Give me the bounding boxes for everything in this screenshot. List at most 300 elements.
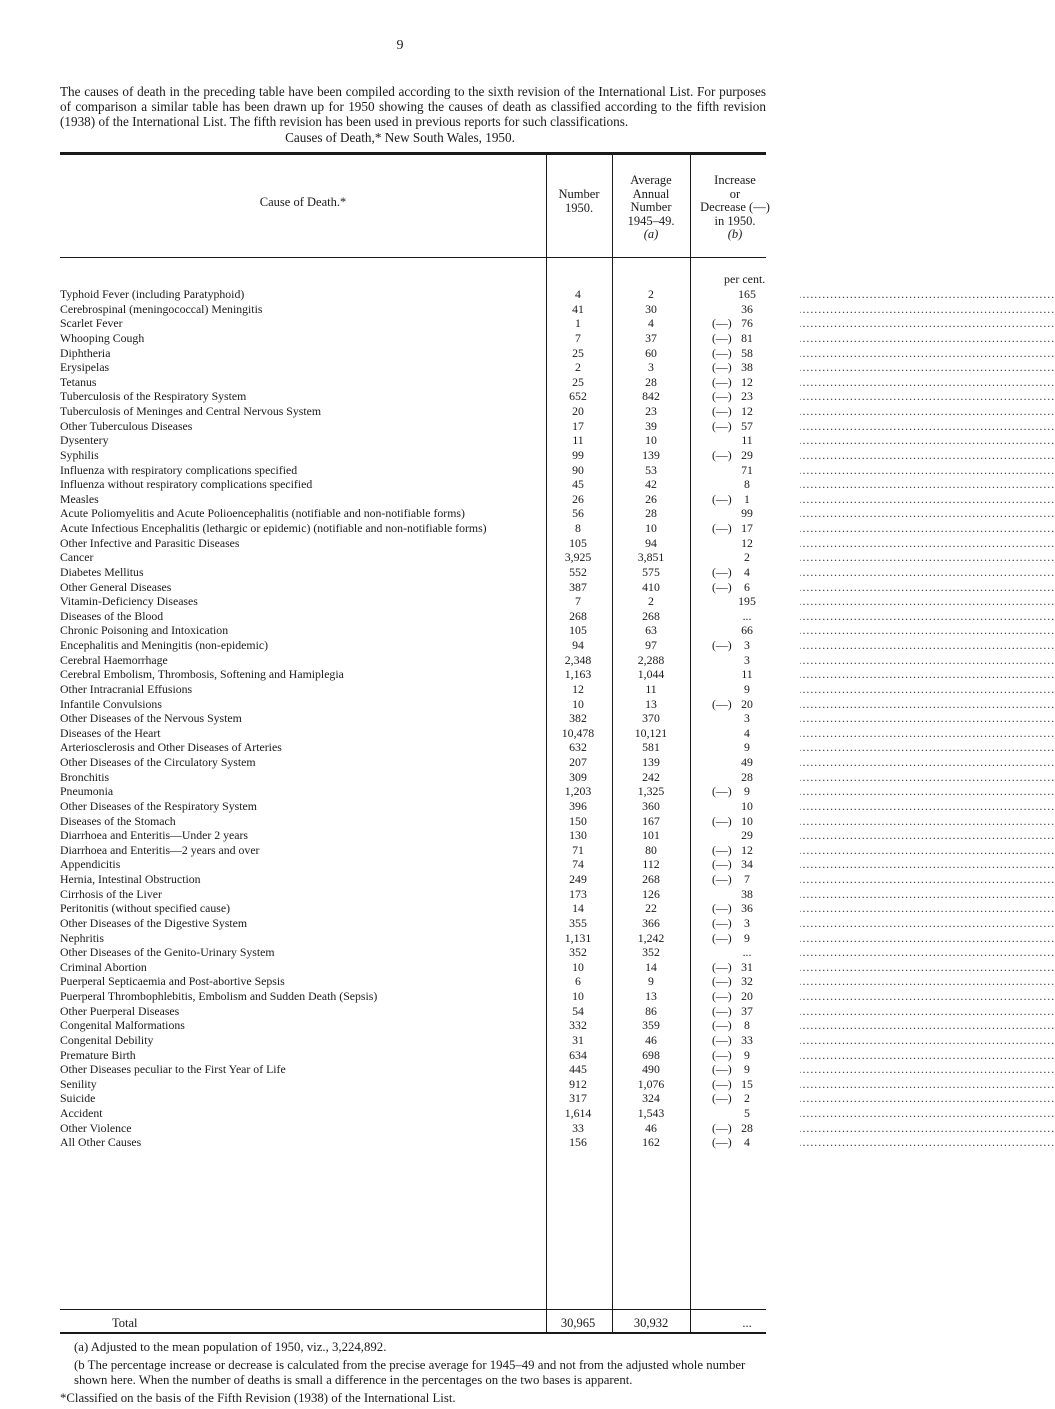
cause-cell xyxy=(60,1033,538,1048)
cause-cell xyxy=(60,536,538,551)
number-cell: 10 xyxy=(572,696,584,711)
cause-cell xyxy=(60,360,538,375)
decrease-marker: (—) xyxy=(712,404,732,418)
percent-cell: ... xyxy=(742,608,752,623)
cause-cell xyxy=(60,550,538,565)
number-cell: 130 xyxy=(569,828,587,843)
number-cell: 90 xyxy=(572,462,584,477)
percent-cell: 29 xyxy=(741,828,753,843)
average-cell: 28 xyxy=(645,506,657,521)
cause-cell xyxy=(60,857,538,872)
table-row xyxy=(60,302,766,317)
table-row xyxy=(60,609,766,624)
cause-label: Other Diseases of the Genito-Urinary System xyxy=(60,945,275,960)
cause-label: Accident xyxy=(60,1106,103,1120)
decrease-marker: (—) xyxy=(712,1032,732,1047)
cause-label: Cancer xyxy=(60,550,94,565)
decrease-marker: (—) xyxy=(712,491,732,506)
number-cell: 445 xyxy=(569,1062,587,1077)
percent-cell: 3 xyxy=(744,652,750,667)
average-cell: 39 xyxy=(645,418,657,433)
cause-label: Diseases of the Blood xyxy=(60,608,164,623)
number-cell: 552 xyxy=(569,564,587,579)
number-cell: 12 xyxy=(572,681,584,696)
cause-label: Other Infective and Parasitic Diseases xyxy=(60,535,240,550)
cause-label: Peritonitis (without specified cause) xyxy=(60,901,231,916)
cause-cell xyxy=(60,331,538,346)
number-cell: 10,478 xyxy=(561,725,595,740)
percent-cell: 11 xyxy=(741,433,753,448)
average-cell: 11 xyxy=(645,681,657,696)
number-cell: 2 xyxy=(575,360,581,375)
number-cell: 94 xyxy=(572,638,584,652)
average-cell: 1,543 xyxy=(637,1106,665,1120)
percent-cell: 81 xyxy=(741,330,753,345)
decrease-marker: (—) xyxy=(712,579,732,594)
percent-cell: 9 xyxy=(744,930,750,945)
average-cell: 23 xyxy=(645,404,657,418)
table-row xyxy=(60,697,766,712)
number-cell: 150 xyxy=(569,813,587,828)
average-cell: 10 xyxy=(645,433,657,448)
table-title: Causes of Death,* New South Wales, 1950. xyxy=(285,130,515,145)
decrease-marker: (—) xyxy=(712,915,732,930)
percent-cell: 9 xyxy=(744,681,750,696)
cause-label: Nephritis xyxy=(60,930,104,945)
decrease-marker: (—) xyxy=(712,872,732,886)
decrease-marker: (—) xyxy=(712,1135,732,1150)
average-cell: 112 xyxy=(642,857,660,872)
average-cell: 698 xyxy=(642,1047,660,1062)
number-cell: 355 xyxy=(569,915,587,930)
cause-cell xyxy=(60,901,538,916)
decrease-marker: (—) xyxy=(712,813,732,828)
percent-cell: 57 xyxy=(741,418,753,433)
cause-label: Congenital Malformations xyxy=(60,1018,185,1033)
cause-label: Arteriosclerosis and Other Diseases of Arteries xyxy=(60,740,282,755)
percent-cell: 2 xyxy=(744,550,750,565)
table-row xyxy=(60,901,766,916)
table-row xyxy=(60,916,766,931)
decrease-marker: (—) xyxy=(712,784,732,799)
cause-cell xyxy=(60,755,538,770)
cause-cell xyxy=(60,1077,538,1092)
cause-cell xyxy=(60,1018,538,1033)
percent-cell: 38 xyxy=(741,360,753,375)
cause-cell xyxy=(60,580,538,595)
number-cell: 41 xyxy=(572,301,584,316)
table-row xyxy=(60,740,766,755)
number-cell: 71 xyxy=(572,842,584,857)
percent-cell: 12 xyxy=(741,842,753,857)
average-cell: 242 xyxy=(642,769,660,784)
average-cell: 30 xyxy=(645,301,657,316)
decrease-marker: (—) xyxy=(712,418,732,433)
average-cell: 1,325 xyxy=(637,784,665,799)
table-row xyxy=(60,375,766,390)
cause-cell xyxy=(60,594,538,609)
percent-cell: 10 xyxy=(741,798,753,813)
table-row xyxy=(60,419,766,434)
percent-cell: 20 xyxy=(741,989,753,1003)
decrease-marker: (—) xyxy=(712,389,732,404)
decrease-marker: (—) xyxy=(712,959,732,974)
cause-label: Vitamin-Deficiency Diseases xyxy=(60,594,198,609)
cause-label: Other Diseases peculiar to the First Year of Life xyxy=(60,1062,286,1077)
cause-label: Whooping Cough xyxy=(60,330,145,345)
average-cell: 94 xyxy=(645,535,657,550)
number-cell: 7 xyxy=(575,594,581,609)
page-number: 9 xyxy=(396,38,404,53)
number-cell: 45 xyxy=(572,477,584,492)
table-row xyxy=(60,682,766,697)
number-cell: 387 xyxy=(569,579,587,594)
table-row xyxy=(60,1121,766,1136)
average-cell: 2 xyxy=(648,287,654,301)
number-cell: 352 xyxy=(569,945,587,960)
number-cell: 1,614 xyxy=(564,1106,592,1120)
cause-cell xyxy=(60,404,538,419)
average-cell: 60 xyxy=(645,345,657,360)
cause-cell xyxy=(60,667,538,682)
per-cent-label: per cent. xyxy=(724,272,766,286)
average-cell: 3,851 xyxy=(637,550,665,565)
cause-label: Other Diseases of the Digestive System xyxy=(60,915,248,930)
cause-cell xyxy=(60,1121,538,1136)
average-cell: 13 xyxy=(645,696,657,711)
table-row xyxy=(60,1048,766,1063)
cause-cell xyxy=(60,784,538,799)
decrease-marker: (—) xyxy=(712,1062,732,1077)
number-cell: 56 xyxy=(572,506,584,521)
number-cell: 1 xyxy=(575,316,581,331)
average-cell: 268 xyxy=(642,608,660,623)
number-cell: 105 xyxy=(569,535,587,550)
cause-label: Diarrhoea and Enteritis—Under 2 years xyxy=(60,828,249,843)
table-row xyxy=(60,799,766,814)
table-row xyxy=(60,316,766,331)
average-cell: 80 xyxy=(645,842,657,857)
percent-cell: 3 xyxy=(744,711,750,726)
cause-cell xyxy=(60,799,538,814)
number-cell: 652 xyxy=(569,389,587,404)
table-row xyxy=(60,463,766,478)
table-row xyxy=(60,814,766,829)
cause-cell xyxy=(60,1004,538,1019)
decrease-marker: (—) xyxy=(712,1018,732,1033)
number-cell: 14 xyxy=(572,901,584,916)
percent-cell: 3 xyxy=(744,915,750,930)
table-row xyxy=(60,945,766,960)
cause-cell xyxy=(60,974,538,989)
table-row xyxy=(60,287,766,302)
cause-cell xyxy=(60,697,538,712)
cause-cell xyxy=(60,375,538,390)
cause-label: Tuberculosis of the Respiratory System xyxy=(60,389,247,404)
average-cell: 46 xyxy=(645,1032,657,1047)
cause-label: Tuberculosis of Meninges and Central Nervous System xyxy=(60,404,322,418)
percent-cell: 6 xyxy=(744,579,750,594)
percent-cell: 99 xyxy=(741,506,753,521)
percent-cell: 11 xyxy=(741,667,753,682)
table-row xyxy=(60,784,766,799)
average-cell: 359 xyxy=(642,1018,660,1033)
cause-cell xyxy=(60,653,538,668)
number-cell: 207 xyxy=(569,755,587,769)
total-label: Total xyxy=(60,1316,140,1330)
decrease-marker: (—) xyxy=(712,564,732,579)
cause-cell xyxy=(60,1091,538,1106)
cause-label: Premature Birth xyxy=(60,1047,136,1062)
cause-label: Diphtheria xyxy=(60,345,111,360)
number-cell: 332 xyxy=(569,1018,587,1033)
table-row xyxy=(60,536,766,551)
number-cell: 11 xyxy=(572,433,584,448)
number-cell: 1,163 xyxy=(564,667,592,682)
total-row xyxy=(60,1316,766,1330)
decrease-marker: (—) xyxy=(712,1076,732,1091)
cause-label: Puerperal Septicaemia and Post-abortive Sepsis xyxy=(60,974,285,989)
cause-label: Senility xyxy=(60,1076,97,1091)
decrease-marker: (—) xyxy=(712,345,732,360)
percent-cell: 4 xyxy=(744,1135,750,1150)
cause-cell xyxy=(60,945,538,960)
cause-label: Cirrhosis of the Liver xyxy=(60,886,162,901)
table-row xyxy=(60,389,766,404)
cause-cell xyxy=(60,843,538,858)
table-row xyxy=(60,404,766,419)
cause-label: Other Tuberculous Diseases xyxy=(60,418,193,433)
cause-cell xyxy=(60,1135,538,1150)
decrease-marker: (—) xyxy=(712,989,732,1003)
average-cell: 360 xyxy=(642,798,660,813)
number-cell: 25 xyxy=(572,374,584,389)
total-label-cell xyxy=(60,1316,538,1330)
table-row xyxy=(60,931,766,946)
number-cell: 26 xyxy=(572,491,584,506)
average-cell: 575 xyxy=(642,564,660,579)
cause-cell xyxy=(60,989,538,1004)
cause-label: Scarlet Fever xyxy=(60,316,123,331)
table-row xyxy=(60,1033,766,1048)
table-row xyxy=(60,580,766,595)
cause-cell xyxy=(60,565,538,580)
cause-label: Other Violence xyxy=(60,1120,132,1135)
cause-cell xyxy=(60,287,538,302)
cause-cell xyxy=(60,316,538,331)
table-row xyxy=(60,360,766,375)
table-row xyxy=(60,887,766,902)
cause-label: Chronic Poisoning and Intoxication xyxy=(60,623,229,638)
percent-cell: 9 xyxy=(744,1062,750,1077)
cause-label: Diarrhoea and Enteritis—2 years and over xyxy=(60,842,260,857)
number-cell: 1,203 xyxy=(564,784,592,799)
number-cell: 249 xyxy=(569,872,587,886)
cause-label: Diseases of the Heart xyxy=(60,725,161,740)
number-cell: 2,348 xyxy=(564,652,592,667)
percent-cell: 12 xyxy=(741,374,753,389)
percent-cell: 28 xyxy=(741,1120,753,1135)
average-cell: 10,121 xyxy=(634,725,668,740)
average-cell: 139 xyxy=(642,755,660,769)
cause-cell xyxy=(60,872,538,887)
cause-label: Dysentery xyxy=(60,433,109,448)
decrease-marker: (—) xyxy=(712,696,732,711)
cause-label: Influenza without respiratory complications specified xyxy=(60,477,313,492)
percent-cell: 20 xyxy=(741,696,753,711)
total-average: 30,932 xyxy=(633,1316,669,1330)
average-cell: 86 xyxy=(645,1003,657,1018)
table-row xyxy=(60,1135,766,1150)
average-cell: 126 xyxy=(642,886,660,901)
cause-cell xyxy=(60,448,538,463)
number-cell: 7 xyxy=(575,330,581,345)
percent-cell: 58 xyxy=(741,345,753,360)
cause-label: Puerperal Thrombophlebitis, Embolism and Sudden Death (Sepsis) xyxy=(60,989,378,1003)
cause-cell xyxy=(60,1062,538,1077)
number-cell: 99 xyxy=(572,447,584,462)
average-cell: 101 xyxy=(642,828,660,843)
cause-cell xyxy=(60,521,538,536)
table-row xyxy=(60,492,766,507)
table-row xyxy=(60,448,766,463)
footnote-a: (a) Adjusted to the mean population of 1950, viz., 3,224,892. xyxy=(74,1340,387,1354)
average-cell: 581 xyxy=(642,740,660,755)
cause-cell xyxy=(60,506,538,521)
cause-cell xyxy=(60,770,538,785)
decrease-marker: (—) xyxy=(712,447,732,462)
cause-cell xyxy=(60,463,538,478)
number-cell: 634 xyxy=(569,1047,587,1062)
table-row xyxy=(60,550,766,565)
cause-cell xyxy=(60,916,538,931)
percent-cell: 28 xyxy=(741,769,753,784)
cause-cell xyxy=(60,828,538,843)
cause-label: Cerebral Embolism, Thrombosis, Softening and Hamiplegia xyxy=(60,667,344,682)
decrease-marker: (—) xyxy=(712,1047,732,1062)
cause-label: All Other Causes xyxy=(60,1135,142,1150)
table-row xyxy=(60,872,766,887)
cause-label: Other Diseases of the Circulatory System xyxy=(60,755,256,769)
number-cell: 20 xyxy=(572,404,584,418)
average-cell: 2 xyxy=(648,594,654,609)
cause-label: Acute Poliomyelitis and Acute Polioencephalitis (notifiable and non-notifiable forms) xyxy=(60,506,465,521)
decrease-marker: (—) xyxy=(712,974,732,989)
cause-label: Measles xyxy=(60,491,99,506)
total-top-rule xyxy=(60,1309,766,1310)
cause-cell xyxy=(60,887,538,902)
decrease-marker: (—) xyxy=(712,1120,732,1135)
cause-label: Syphilis xyxy=(60,447,99,462)
number-cell: 3,925 xyxy=(564,550,592,565)
intro-paragraph: The causes of death in the preceding table have been compiled according to the sixth revision of the International List. For purposes of comparison a similar table has been drawn up for 1950 showing the causes of death as classified according to the fifth revision (1938) of the International List. The fifth revision has been used in previous reports for such classifications. xyxy=(60,84,766,129)
table-row xyxy=(60,331,766,346)
average-cell: 1,044 xyxy=(637,667,665,682)
table-row xyxy=(60,506,766,521)
percent-cell: 10 xyxy=(741,813,753,828)
table-row xyxy=(60,623,766,638)
percent-cell: 1 xyxy=(744,491,750,506)
average-cell: 97 xyxy=(645,638,657,652)
average-cell: 53 xyxy=(645,462,657,477)
number-cell: 1,131 xyxy=(564,930,592,945)
table-row xyxy=(60,711,766,726)
number-cell: 268 xyxy=(569,608,587,623)
average-cell: 13 xyxy=(645,989,657,1003)
percent-cell: 36 xyxy=(741,301,753,316)
number-cell: 632 xyxy=(569,740,587,755)
number-cell: 912 xyxy=(569,1076,587,1091)
cause-cell xyxy=(60,419,538,434)
average-cell: 2,288 xyxy=(637,652,665,667)
table-row xyxy=(60,843,766,858)
number-cell: 105 xyxy=(569,623,587,638)
header-bottom-rule xyxy=(60,257,766,258)
percent-cell: 71 xyxy=(741,462,753,477)
percent-cell: 31 xyxy=(741,959,753,974)
cause-cell xyxy=(60,1048,538,1063)
number-cell: 382 xyxy=(569,711,587,726)
cause-cell xyxy=(60,711,538,726)
percent-cell: 76 xyxy=(741,316,753,331)
percent-cell: 4 xyxy=(744,725,750,740)
decrease-marker: (—) xyxy=(712,374,732,389)
average-cell: 3 xyxy=(648,360,654,375)
cause-label: Congenital Debility xyxy=(60,1032,154,1047)
average-cell: 167 xyxy=(642,813,660,828)
cause-cell xyxy=(60,638,538,653)
percent-cell: 165 xyxy=(738,287,756,301)
total-number: 30,965 xyxy=(560,1316,596,1330)
cause-cell xyxy=(60,740,538,755)
average-cell: 37 xyxy=(645,330,657,345)
percent-cell: 195 xyxy=(738,594,756,609)
header-cause: Cause of Death.* xyxy=(259,195,347,209)
table-row xyxy=(60,755,766,770)
cause-cell xyxy=(60,492,538,507)
table-row xyxy=(60,989,766,1004)
cause-label: Cerebrospinal (meningococcal) Meningitis xyxy=(60,301,263,316)
percent-cell: 9 xyxy=(744,1047,750,1062)
cause-label: Erysipelas xyxy=(60,360,110,375)
table-row xyxy=(60,1018,766,1033)
table-row xyxy=(60,433,766,448)
cause-label: Bronchitis xyxy=(60,769,110,784)
cause-cell xyxy=(60,346,538,361)
percent-cell: 17 xyxy=(741,521,753,535)
table-row xyxy=(60,1004,766,1019)
number-cell: 31 xyxy=(572,1032,584,1047)
table-bottom-rule xyxy=(60,1332,766,1334)
cause-label: Typhoid Fever (including Paratyphoid) xyxy=(60,287,245,301)
cause-cell xyxy=(60,960,538,975)
cause-label: Diabetes Mellitus xyxy=(60,564,144,579)
header-increase: Increase or Decrease (—) in 1950. (b) xyxy=(700,173,770,241)
table-row xyxy=(60,477,766,492)
decrease-marker: (—) xyxy=(712,360,732,375)
number-cell: 6 xyxy=(575,974,581,989)
table-row xyxy=(60,857,766,872)
average-cell: 63 xyxy=(645,623,657,638)
average-cell: 490 xyxy=(642,1062,660,1077)
cause-cell xyxy=(60,477,538,492)
average-cell: 366 xyxy=(642,915,660,930)
percent-cell: ... xyxy=(742,945,752,960)
cause-label: Influenza with respiratory complications specified xyxy=(60,462,298,477)
percent-cell: 9 xyxy=(744,740,750,755)
cause-cell xyxy=(60,302,538,317)
average-cell: 370 xyxy=(642,711,660,726)
